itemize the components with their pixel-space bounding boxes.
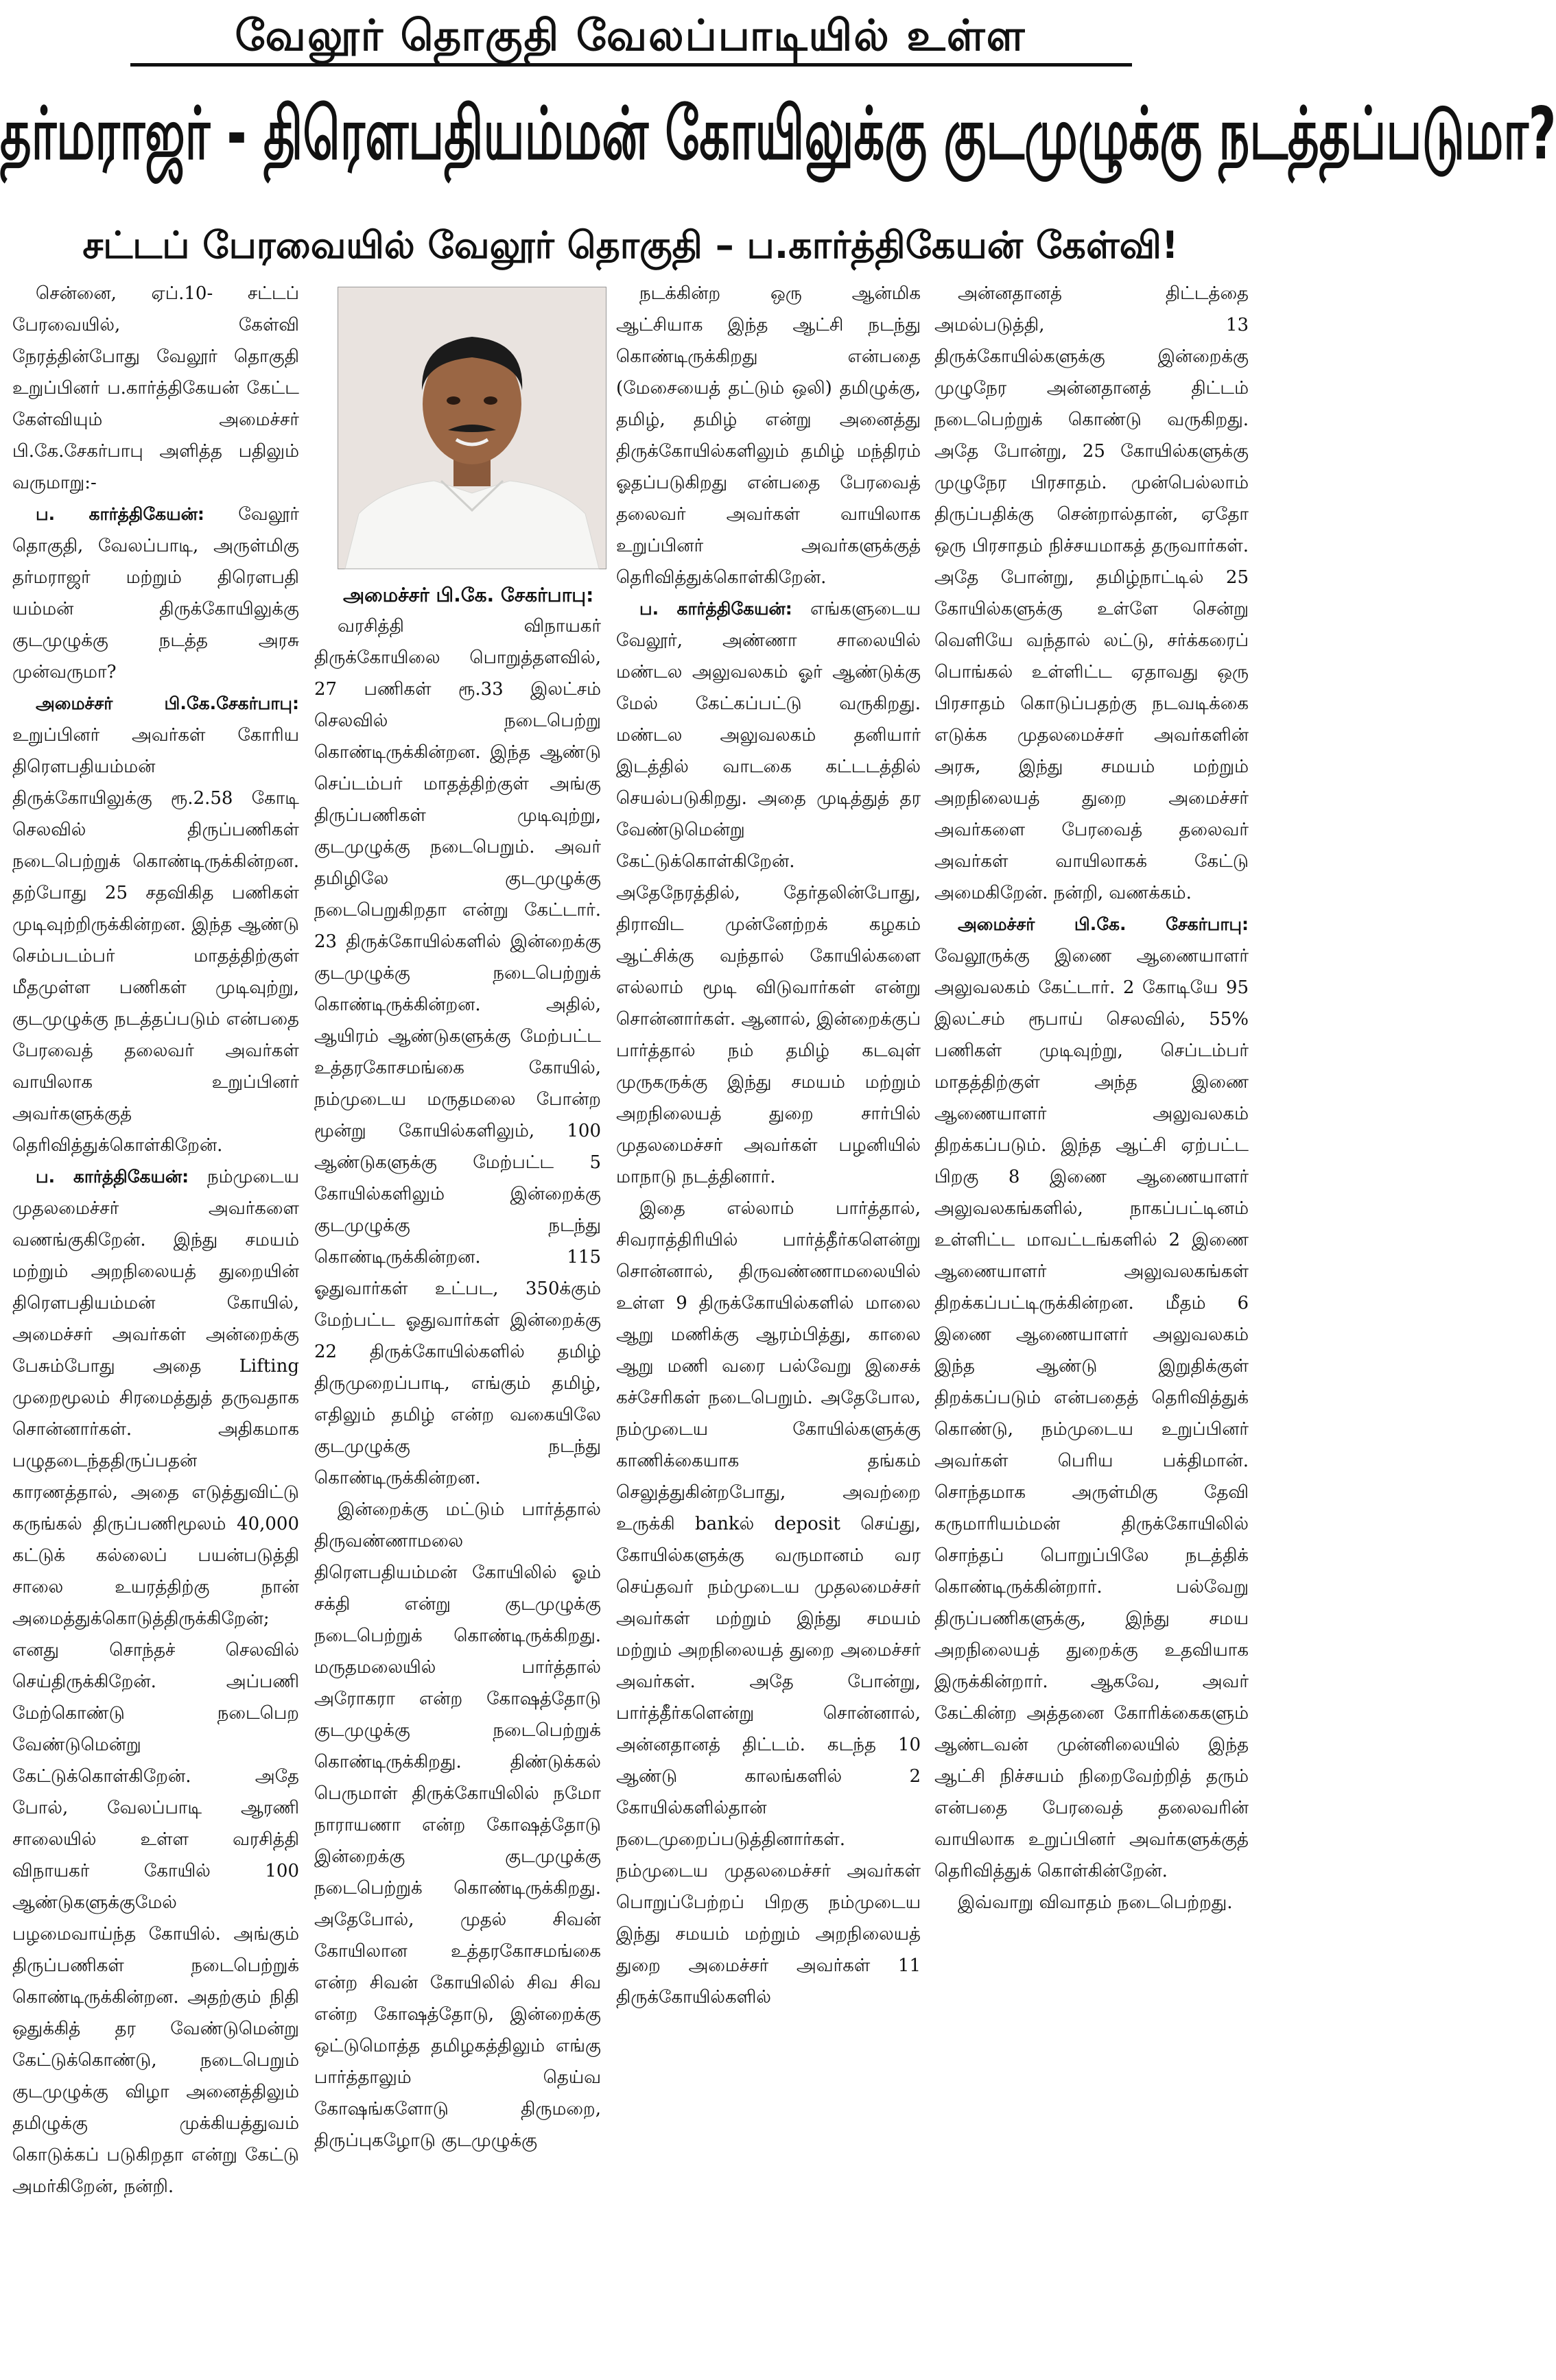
speaker-label: ப. கார்த்திகேயன்: — [36, 504, 239, 524]
paragraph-text: இன்றைக்கு மட்டும் பார்த்தால் திருவண்ணாமலை திரௌபதியம்மன் கோயிலில் ஓம் சக்தி என்று குடமுழுக்கு நடைபெற்றுக் கொண்டிருக்கிறது. மருதமலையில் பார்த்தால் அரோகரா என்ற கோஷத்தோடு குடமுழுக்கு நடைபெற்றுக் கொண்டிருக்கிறது. திண்டுக்கல் பெருமாள் திருக்கோயிலில் நமோ நாராயணா என்ற கோஷத்தோடு இன்றைக்கு குடமுழுக்கு நடைபெற்றுக் கொண்டிருக்கிறது. அதேபோல், முதல் சிவன் கோயிலான உத்தரகோசமங்கை என்ற சிவன் கோயிலில் சிவ சிவ என்ற கோஷத்தோடு, இன்றைக்கு ஒட்டுமொத்த தமிழகத்திலும் எங்கு பார்த்தாலும் தெய்வ கோஷங்களோடு திருமறை, திருப்புகழோடு குடமுழுக்கு — [314, 1499, 601, 2151]
person-portrait-icon — [338, 287, 606, 569]
article-paragraph — [12, 499, 299, 688]
paragraph-text: வரசித்தி விநாயகர் திருக்கோயிலை பொறுத்தளவில், 27 பணிகள் ரூ.33 இலட்சம் செலவில் நடைபெற்று கொண்டிருக்கின்றன. இந்த ஆண்டு செப்டம்பர் மாதத்திற்குள் அங்கு திருப்பணிகள் முடிவுற்று, குடமுழுக்கு நடைபெறும். அவர் தமிழிலே குடமுழுக்கு நடைபெறுகிறதா என்று கேட்டார். 23 திருக்கோயில்களில் இன்றைக்கு குடமுழுக்கு நடைபெற்றுக் கொண்டிருக்கின்றன. அதில், ஆயிரம் ஆண்டுகளுக்கு மேற்பட்ட உத்தரகோசமங்கை கோயில், நம்முடைய மருதமலை போன்ற மூன்று கோயில்களிலும், 100 ஆண்டுகளுக்கு மேற்பட்ட 5 கோயில்களிலும் இன்றைக்கு குடமுழுக்கு நடந்து கொண்டிருக்கின்றன. 115 ஓதுவார்கள் உட்பட, 350க்கும் மேற்பட்ட ஓதுவார்கள் இன்றைக்கு 22 திருக்கோயில்களில் தமிழ் திருமுறைப்பாடி, எங்கும் தமிழ், எதிலும் தமிழ் என்ற வகையிலே குடமுழுக்கு நடந்து கொண்டிருக்கின்றன. — [314, 616, 601, 1488]
paragraph-text: வேலூருக்கு இணை ஆணையாளர் அலுவலகம் கேட்டார். 2 கோடியே 95 இலட்சம் ரூபாய் செலவில், 55% பணிகள் முடிவுற்று, செப்டம்பர் மாதத்திற்குள் அந்த இணை ஆணையாளர் அலுவலகம் திறக்கப்படும். இந்த ஆட்சி ஏற்பட்ட பிறகு 8 இணை ஆணையாளர் அலுவலகங்களில், நாகப்பட்டினம் உள்ளிட்ட மாவட்டங்களில் 2 இணை ஆணையாளர் அலுவலகங்கள் திறக்கப்பட்டிருக்கின்றன. மீதம் 6 இணை ஆணையாளர் அலுவலகம் இந்த ஆண்டு இறுதிக்குள் திறக்கப்படும் என்பதைத் தெரிவித்துக் கொண்டு, நம்முடைய உறுப்பினர் அவர்கள் பெரிய பக்திமான். சொந்தமாக அருள்மிகு தேவி கருமாரியம்மன் திருக்கோயிலில் சொந்தப் பொறுப்பிலே நடத்திக் கொண்டிருக்கின்றார். பல்வேறு திருப்பணிகளுக்கு, இந்து சமய அறநிலையத் துறைக்கு உதவியாக இருக்கின்றார். ஆகவே, அவர் கேட்கின்ற அத்தனை கோரிக்கைகளும் ஆண்டவன் முன்னிலையில் இந்த ஆட்சி நிச்சயம் நிறைவேற்றித் தரும் என்பதை பேரவைத் தலைவரின் வாயிலாக உறுப்பினர் அவர்களுக்குத் தெரிவித்துக் கொள்கின்றேன். — [934, 946, 1249, 1881]
speaker-label: அமைச்சர் பி.கே.சேகர்பாபு: — [36, 693, 299, 713]
speaker-label: ப. கார்த்திகேயன்: — [639, 599, 811, 619]
article-paragraph — [616, 1193, 921, 2013]
article-column-4 — [934, 278, 1249, 2377]
paragraph-text: இதை எல்லாம் பார்த்தால், சிவராத்திரியில் பார்த்தீர்களென்று சொன்னால், திருவண்ணாமலையில் உள்ள 9 திருக்கோயில்களில் மாலை ஆறு மணிக்கு ஆரம்பித்து, காலை ஆறு மணி வரை பல்வேறு இசைக் கச்சேரிகள் நடைபெறும். அதேபோல, நம்முடைய கோயில்களுக்கு காணிக்கையாக தங்கம் செலுத்துகின்றபோது, அவற்றை உருக்கி bankல் deposit செய்து, கோயில்களுக்கு வருமானம் வர செய்தவர் நம்முடைய முதலமைச்சர் அவர்கள் மற்றும் இந்து சமயம் மற்றும் அறநிலையத் துறை அமைச்சர் அவர்கள். அதே போன்று, பார்த்தீர்களென்று சொன்னால், அன்னதானத் திட்டம். கடந்த 10 ஆண்டு காலங்களில் 2 கோயில்களில்தான் நடைமுறைப்படுத்தினார்கள். நம்முடைய முதலமைச்சர் அவர்கள் பொறுப்பேற்றப் பிறகு நம்முடைய இந்து சமயம் மற்றும் அறநிலையத் துறை அமைச்சர் அவர்கள் 11 திருக்கோயில்களில் — [616, 1198, 921, 2008]
headline: தர்மராஜர் - திரௌபதியம்மன் கோயிலுக்கு குடமுழுக்கு நடத்தப்படுமா? — [0, 91, 1556, 176]
article-paragraph — [12, 1161, 299, 2202]
article-paragraph — [12, 688, 299, 1161]
paragraph-text: அன்னதானத் திட்டத்தை அமல்படுத்தி, 13 திருக்கோயில்களுக்கு இன்றைக்கு முழுநேர அன்னதானத் திட்டம் நடைபெற்றுக் கொண்டு வருகிறது. அதே போன்று, 25 கோயில்களுக்கு முழுநேர பிரசாதம். முன்பெல்லாம் திருப்பதிக்கு சென்றால்தான், ஏதோ ஒரு பிரசாதம் நிச்சயமாகத் தருவார்கள். அதே போன்று, தமிழ்நாட்டில் 25 கோயில்களுக்கு உள்ளே சென்று வெளியே வந்தால் லட்டு, சர்க்கரைப் பொங்கல் உள்ளிட்ட ஏதாவது ஒரு பிரசாதம் கொடுப்பதற்கு நடவடிக்கை எடுக்க முதலமைச்சர் அவர்களின் அரசு, இந்து சமயம் மற்றும் அறநிலையத் துறை அமைச்சர் அவர்களை பேரவைத் தலைவர் அவர்கள் வாயிலாகக் கேட்டு அமைகிறேன். நன்றி, வணக்கம். — [934, 283, 1249, 903]
speaker-label: ப. கார்த்திகேயன்: — [36, 1167, 207, 1187]
photo-caption: அமைச்சர் பி.கே. சேகர்பாபு: — [343, 584, 594, 606]
article-column-1 — [12, 278, 299, 2377]
paragraph-text: சென்னை, ஏப்.10- சட்டப் பேரவையில், கேள்வி நேரத்தின்போது வேலூர் தொகுதி உறுப்பினர் ப.கார்த்திகேயன் கேட்ட கேள்வியும் அமைச்சர் பி.கே.சேகர்பாபு அளித்த பதிலும் வருமாறு:- — [12, 283, 299, 493]
article-paragraph — [616, 278, 921, 593]
speaker-label: அமைச்சர் பி.கே. சேகர்பாபு: — [958, 914, 1249, 934]
paragraph-text: நடக்கின்ற ஒரு ஆன்மிக ஆட்சியாக இந்த ஆட்சி நடந்து கொண்டிருக்கிறது என்பதை (மேசையைத் தட்டும் ஒலி) தமிழுக்கு, தமிழ், தமிழ் என்று அனைத்து திருக்கோயில்களிலும் தமிழ் மந்திரம் ஓதப்படுகிறது என்பதை பேரவைத் தலைவர் அவர்கள் வாயிலாக உறுப்பினர் அவர்களுக்குத் தெரிவித்துக்கொள்கிறேன். — [616, 283, 921, 588]
article-paragraph — [934, 278, 1249, 909]
article-paragraph — [314, 1494, 601, 2156]
article-column-3 — [616, 278, 921, 2377]
paragraph-text: எங்களுடைய வேலூர், அண்ணா சாலையில் மண்டல அலுவலகம் ஓர் ஆண்டுக்கு மேல் கேட்கப்பட்டு வருகிறது. மண்டல அலுவலகம் தனியார் இடத்தில் வாடகை கட்டடத்தில் செயல்படுகிறது. அதை முடித்துத் தர வேண்டுமென்று கேட்டுக்கொள்கிறேன். அதேநேரத்தில், தேர்தலின்போது, திராவிட முன்னேற்றக் கழகம் ஆட்சிக்கு வந்தால் கோயில்களை எல்லாம் மூடி விடுவார்கள் என்று சொன்னார்கள். ஆனால், இன்றைக்குப் பார்த்தால் நம் தமிழ் கடவுள் முருகருக்கு இந்து சமயம் மற்றும் அறநிலையத் துறை சார்பில் முதலமைச்சர் அவர்கள் பழனியில் மாநாடு நடத்தினார். — [616, 599, 921, 1187]
article-paragraph — [616, 593, 921, 1193]
paragraph-text: நம்முடைய முதலமைச்சர் அவர்களை வணங்குகிறேன். இந்து சமயம் மற்றும் அறநிலையத் துறையின் திரௌபதியம்மன் கோயில், அமைச்சர் அவர்கள் அன்றைக்கு பேசும்போது அதை Lifting முறைமூலம் சிரமைத்துத் தருவதாக சொன்னார்கள். அதிகமாக பழுதடைந்ததிருப்பதன் காரணத்தால், அதை எடுத்துவிட்டு கருங்கல் திருப்பணிமூலம் 40,000 கட்டுக் கல்லைப் பயன்படுத்தி சாலை உயரத்திற்கு நான் அமைத்துக்கொடுத்திருக்கிறேன்; எனது சொந்தச் செலவில் செய்திருக்கிறேன். அப்பணி மேற்கொண்டு நடைபெற வேண்டுமென்று கேட்டுக்கொள்கிறேன். அதே போல், வேலப்பாடி ஆரணி சாலையில் உள்ள வரசித்தி விநாயகர் கோயில் 100 ஆண்டுகளுக்குமேல் பழமைவாய்ந்த கோயில். அங்கும் திருப்பணிகள் நடைபெற்றுக் கொண்டிருக்கின்றன. அதற்கும் நிதி ஒதுக்கித் தர வேண்டுமென்று கேட்டுக்கொண்டு, நடைபெறும் குடமுழுக்கு விழா அனைத்திலும் தமிழுக்கு முக்கியத்துவம் கொடுக்கப் படுகிறதா என்று கேட்டு அமர்கிறேன், நன்றி. — [12, 1167, 299, 2197]
paragraph-text: இவ்வாறு விவாதம் நடைபெற்றது. — [958, 1892, 1233, 1913]
article-paragraph — [934, 1887, 1249, 1918]
article-paragraph — [934, 909, 1249, 1887]
article-paragraph — [314, 610, 601, 1494]
paragraph-text: வேலூர் தொகுதி, வேலப்பாடி, அருள்மிகு தர்மராஜர் மற்றும் திரௌபதி யம்மன் திருக்கோயிலுக்கு குடமுழுக்கு நடத்த அரசு முன்வருமா? — [12, 504, 299, 682]
subheadline: சட்டப் பேரவையில் வேலூர் தொகுதி – ப.கார்த்திகேயன் கேள்வி! — [82, 224, 1179, 267]
article-column-2 — [314, 610, 601, 2377]
kicker-line: வேலூர் தொகுதி வேலப்பாடியில் உள்ள — [235, 10, 1026, 60]
paragraph-text: உறுப்பினர் அவர்கள் கோரிய திரௌபதியம்மன் திருக்கோயிலுக்கு ரூ.2.58 கோடி செலவில் திருப்பணிகள் நடைபெற்றுக் கொண்டிருக்கின்றன. தற்போது 25 சதவிகித பணிகள் முடிவுற்றிருக்கின்றன. இந்த ஆண்டு செம்படம்பர் மாதத்திற்குள் மீதமுள்ள பணிகள் முடிவுற்று, குடமுழுக்கு நடத்தப்படும் என்பதை பேரவைத் தலைவர் அவர்கள் வாயிலாக உறுப்பினர் அவர்களுக்குத் தெரிவித்துக்கொள்கிறேன். — [12, 725, 299, 1156]
article-paragraph — [12, 278, 299, 499]
minister-photo — [338, 287, 606, 569]
